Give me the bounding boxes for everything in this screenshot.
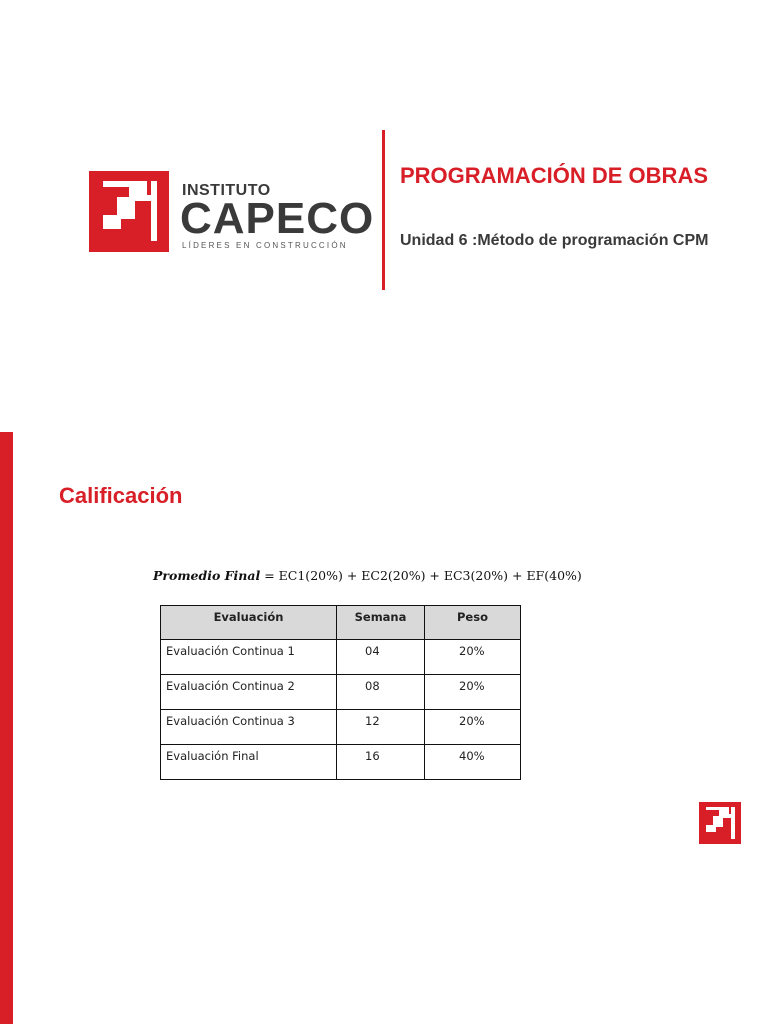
header-semana: Semana xyxy=(337,606,425,640)
cell-peso: 20% xyxy=(425,710,521,745)
cell-semana: 12 xyxy=(337,710,425,745)
grading-slide xyxy=(0,432,768,1024)
logo-capeco-text: CAPECO xyxy=(180,194,375,243)
cell-evaluacion: Evaluación Continua 1 xyxy=(161,640,337,675)
table-row xyxy=(161,675,521,710)
cell-evaluacion: Evaluación Continua 3 xyxy=(161,710,337,745)
formula-expression: = EC1(20%) + EC2(20%) + EC3(20%) + EF(40%) xyxy=(260,568,582,583)
header-evaluacion: Evaluación xyxy=(161,606,337,640)
cell-evaluacion: Evaluación Continua 2 xyxy=(161,675,337,710)
title-divider xyxy=(382,130,385,290)
table-row xyxy=(161,745,521,780)
course-title: PROGRAMACIÓN DE OBRAS xyxy=(400,163,709,188)
cell-semana: 08 xyxy=(337,675,425,710)
logo-tagline: LÍDERES EN CONSTRUCCIÓN xyxy=(182,241,348,250)
cell-semana: 16 xyxy=(337,745,425,780)
table-header-row xyxy=(161,606,521,640)
table-row xyxy=(161,640,521,675)
cell-evaluacion: Evaluación Final xyxy=(161,745,337,780)
section-title: Calificación xyxy=(59,483,183,508)
cell-semana: 04 xyxy=(337,640,425,675)
cell-peso: 20% xyxy=(425,640,521,675)
title-slide xyxy=(0,0,768,432)
logo-instituto-text: INSTITUTO xyxy=(182,182,271,199)
cell-peso: 40% xyxy=(425,745,521,780)
table-row xyxy=(161,710,521,745)
grade-formula xyxy=(153,568,582,583)
formula-label: Promedio Final xyxy=(153,568,261,583)
grading-table xyxy=(160,605,521,780)
header-peso: Peso xyxy=(425,606,521,640)
cell-peso: 20% xyxy=(425,675,521,710)
capeco-mark-icon xyxy=(699,802,741,844)
capeco-logo-icon xyxy=(89,171,169,252)
unit-title: Unidad 6 :Método de programación CPM xyxy=(400,232,709,249)
left-accent-bar xyxy=(0,432,13,1024)
